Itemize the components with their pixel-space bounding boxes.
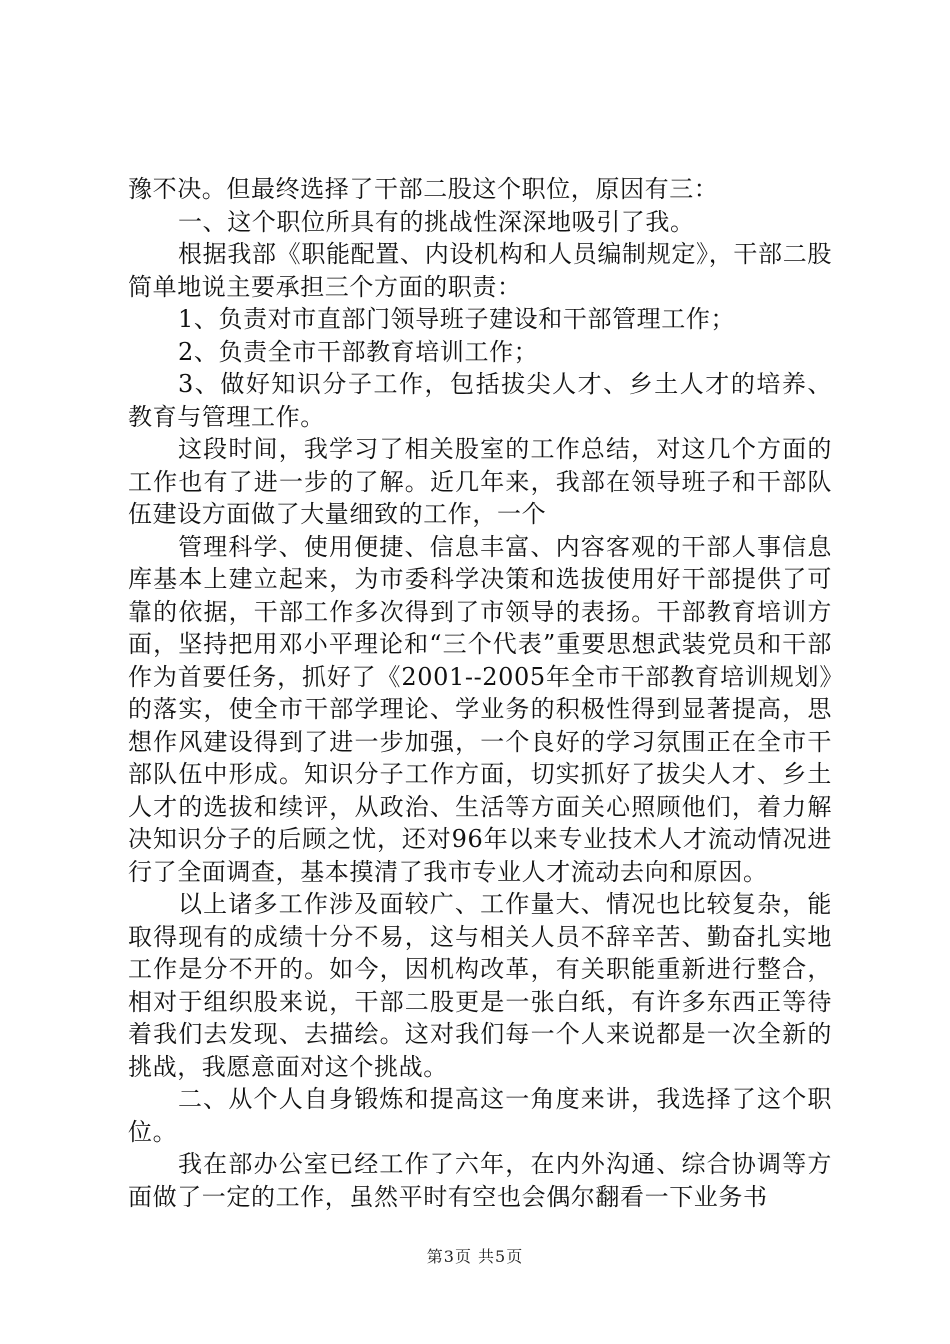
paragraph-duty-1: 1、负责对市直部门领导班子建设和干部管理工作； — [178, 305, 736, 333]
paragraph-challenge: 以上诸多工作涉及面较广、工作量大、情况也比较复杂，能取得现有的成绩十分不易，这与相关人员不辞辛苦、勤奋扎实地工作是分不开的。如今，因机构改革，有关职能重新进行整合，相对于组织股来说，干部二股更是一张白纸，有许多东西正等待着我们去发现、去描绘。这对我们每一个人来说都是一次全新的挑战，我愿意面对这个挑战。 — [128, 890, 832, 1081]
paragraph-duty-3: 3、做好知识分子工作，包括拔尖人才、乡土人才的培养、教育与管理工作。 — [128, 370, 832, 431]
paragraph-continuation: 豫不决。但最终选择了干部二股这个职位，原因有三： — [128, 175, 719, 203]
paragraph-achievements: 管理科学、使用便捷、信息丰富、内容客观的干部人事信息库基本上建立起来，为市委科学决策和选拔使用好干部提供了可靠的依据，干部工作多次得到了市领导的表扬。干部教育培训方面，坚持把用邓小平理论和“三个代表”重要思想武装党员和干部作为首要任务，抓好了《2001--2005年全市干部教育培训规划》的落实，使全市干部学理论、学业务的积极性得到显著提高，思想作风建设得到了进一步加强，一个良好的学习氛围正在全市干部队伍中形成。知识分子工作方面，切实抓好了拔尖人才、乡土人才的选拔和续评，从政治、生活等方面关心照顾他们，着力解决知识分子的后顾之忧，还对96年以来专业技术人才流动情况进行了全面调查，基本摸清了我市专业人才流动去向和原因。 — [128, 532, 832, 886]
document-body — [128, 173, 832, 1213]
paragraph-duties-intro: 根据我部《职能配置、内设机构和人员编制规定》，干部二股简单地说主要承担三个方面的职责： — [128, 240, 832, 301]
paragraph-reason-two-heading: 二、从个人自身锻炼和提高这一角度来讲，我选择了这个职位。 — [128, 1085, 832, 1146]
paragraph-recent-work: 这段时间，我学习了相关股室的工作总结，对这几个方面的工作也有了进一步的了解。近几年来，我部在领导班子和干部队伍建设方面做了大量细致的工作，一个 — [128, 435, 832, 528]
page-number-footer: 第3页 共5页 — [426, 1247, 524, 1266]
paragraph-personal-experience: 我在部办公室已经工作了六年，在内外沟通、综合协调等方面做了一定的工作，虽然平时有空也会偶尔翻看一下业务书 — [128, 1150, 832, 1211]
paragraph-duty-2: 2、负责全市干部教育培训工作； — [178, 337, 539, 366]
paragraph-reason-one-heading: 一、这个职位所具有的挑战性深深地吸引了我。 — [178, 207, 695, 236]
